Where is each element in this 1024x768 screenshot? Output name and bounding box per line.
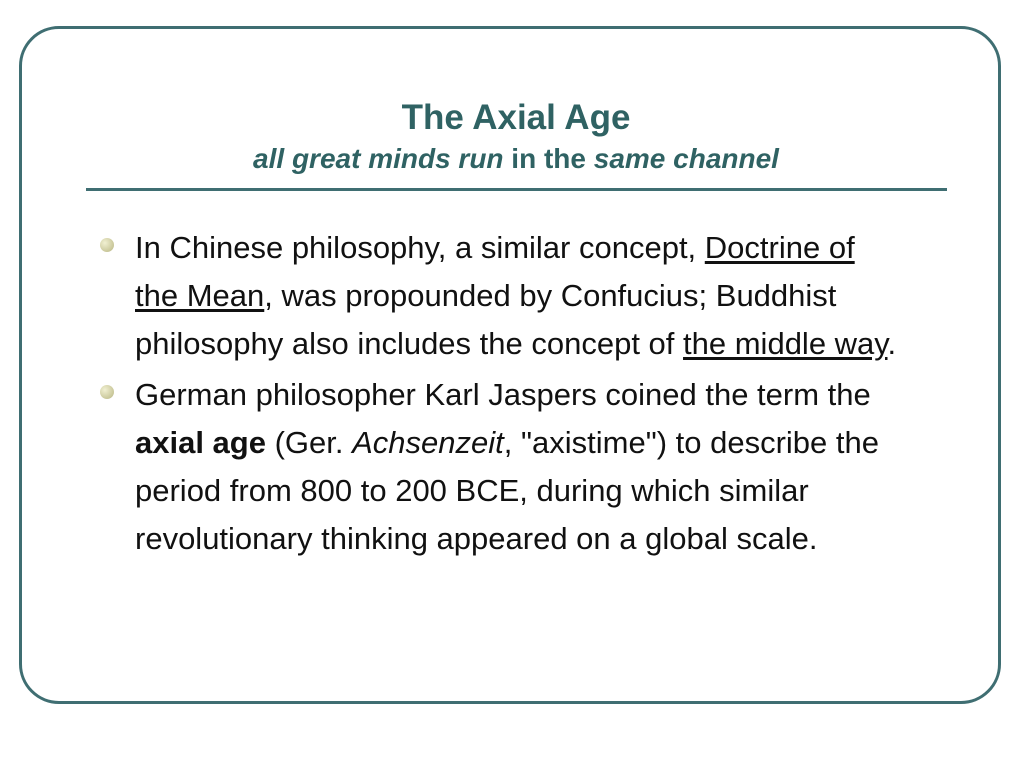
bullet-text: , was propounded by Confucius; Buddhist philosophy also includes the concept of [135, 278, 837, 361]
bullet-text: German philosopher Karl Jaspers coined the term the [135, 377, 871, 412]
bullet-text: , "axistime") to describe the period from 800 to 200 BCE, during which similar revolutionary thinking appeared on a global scale. [135, 425, 879, 556]
bullet-text: (Ger. [265, 425, 353, 460]
bullet-list [96, 224, 906, 566]
bullet-dot-icon [100, 385, 114, 399]
title-subtitle [86, 141, 946, 177]
bullet-text: In Chinese philosophy, a similar concept, [135, 230, 705, 265]
doctrine-of-the-mean-link[interactable]: Doctrine of the Mean [135, 230, 855, 313]
bullet-text: . [887, 326, 897, 361]
subtitle-italic-1: all great minds run [253, 143, 504, 174]
achsenzeit-term: Achsenzeit [352, 425, 504, 460]
bullet-dot-icon [100, 238, 114, 252]
subtitle-plain: in the [503, 143, 594, 174]
title-divider [86, 188, 947, 191]
axial-age-term: axial age [135, 425, 266, 460]
bullet-item-jaspers [96, 371, 906, 563]
title-main: The Axial Age [401, 98, 631, 137]
slide-title [86, 98, 946, 177]
subtitle-italic-2: same channel [593, 143, 779, 174]
middle-way-link[interactable]: the middle way [683, 326, 888, 361]
bullet-item-confucius [96, 224, 906, 368]
